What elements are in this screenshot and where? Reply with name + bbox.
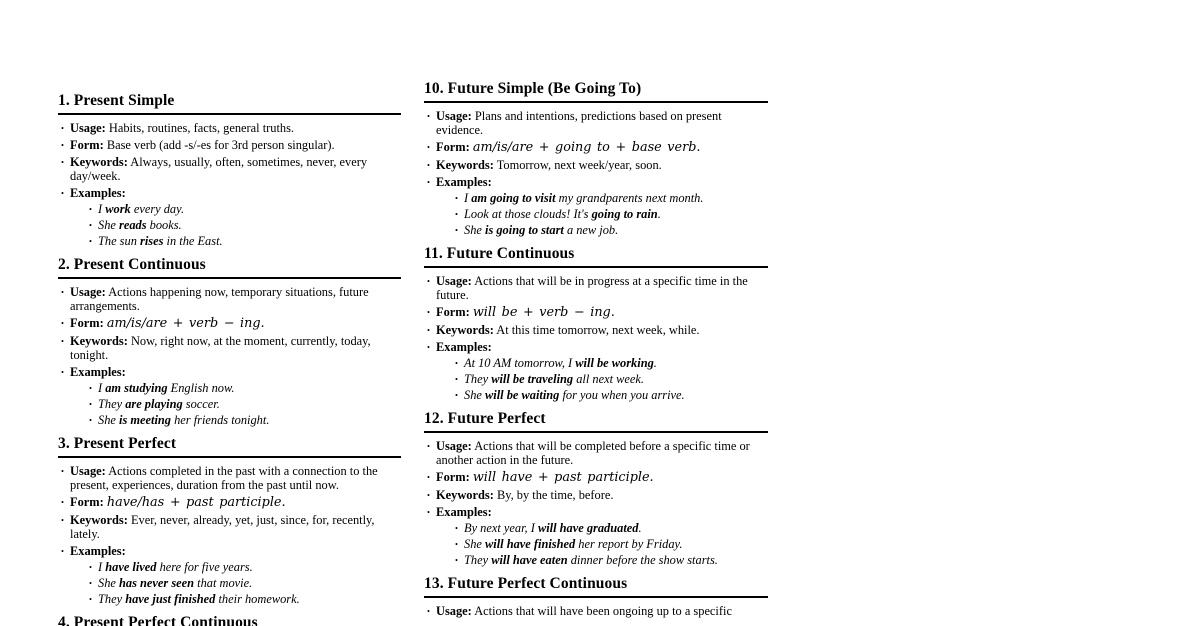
examples-list xyxy=(86,560,401,606)
example-segment: I xyxy=(98,560,106,574)
example-item xyxy=(86,592,401,606)
usage-text: Habits, routines, facts, general truths. xyxy=(108,121,295,135)
bullet-item xyxy=(424,340,768,402)
example-segment: . xyxy=(657,207,661,221)
form-text: Base verb (add -s/-es for 3rd person singular). xyxy=(106,138,335,152)
example-segment: will be waiting xyxy=(485,388,560,402)
keywords-text: Ever, never, already, yet, just, since, for, recently, lately. xyxy=(70,513,375,541)
example-item xyxy=(86,381,401,395)
usage-text: Actions completed in the past with a connection to the present, experiences, duration from the past until now. xyxy=(70,464,378,492)
bullet-item xyxy=(424,158,768,172)
bullet-item xyxy=(424,175,768,237)
usage-text: Actions that will be in progress at a specific time in the future. xyxy=(436,274,748,302)
tense-section xyxy=(424,410,768,567)
example-segment: my grandparents next month. xyxy=(555,191,704,205)
bullet-item xyxy=(58,544,401,606)
example-segment: her friends tonight. xyxy=(170,413,270,427)
section-list xyxy=(424,109,768,237)
example-item xyxy=(452,356,768,370)
example-segment: She xyxy=(98,413,119,427)
keywords-text: At this time tomorrow, next week, while. xyxy=(496,323,700,337)
keywords-text: Tomorrow, next week/year, soon. xyxy=(496,158,662,172)
section-title: 3. Present Perfect xyxy=(58,435,177,452)
example-segment: They xyxy=(464,372,492,386)
example-segment: I xyxy=(98,202,106,216)
example-item xyxy=(452,521,768,535)
item-label: Usage: xyxy=(436,109,472,123)
example-segment: . xyxy=(638,521,642,535)
usage-text: Actions that will be completed before a specific time or another action in the future. xyxy=(436,439,750,467)
section-list xyxy=(424,439,768,567)
example-segment: She xyxy=(464,537,485,551)
bullet-item xyxy=(58,285,401,313)
tense-section xyxy=(58,256,401,427)
example-item xyxy=(86,218,401,232)
item-label: Keywords: xyxy=(436,488,494,502)
example-segment: that movie. xyxy=(194,576,253,590)
example-segment: will have graduated xyxy=(537,521,639,535)
example-segment: all next week. xyxy=(573,372,644,386)
item-label: Usage: xyxy=(70,464,106,478)
example-segment: reads xyxy=(119,218,147,232)
example-item xyxy=(452,388,768,402)
item-label: Examples: xyxy=(436,340,492,354)
example-segment: am studying xyxy=(105,381,168,395)
item-label: Form: xyxy=(70,138,104,152)
example-segment: She xyxy=(98,218,119,232)
example-segment: work xyxy=(105,202,131,216)
example-segment: They xyxy=(98,592,126,606)
example-segment: are playing xyxy=(125,397,183,411)
example-segment: They xyxy=(464,553,492,567)
example-item xyxy=(452,537,768,551)
section-list xyxy=(58,121,401,248)
example-item xyxy=(452,372,768,386)
example-segment: By next year, I xyxy=(464,521,538,535)
item-label: Examples: xyxy=(70,365,126,379)
section-list xyxy=(424,274,768,402)
bullet-item xyxy=(58,334,401,362)
examples-list xyxy=(452,191,768,237)
example-segment: will be working xyxy=(575,356,654,370)
section-rule xyxy=(58,456,401,458)
section-title: 10. Future Simple (Be Going To) xyxy=(424,80,642,97)
section-list xyxy=(58,464,401,606)
examples-list xyxy=(86,381,401,427)
bullet-item xyxy=(58,513,401,541)
bullet-item xyxy=(424,604,768,618)
example-segment: here for five years. xyxy=(156,560,253,574)
example-item xyxy=(86,560,401,574)
example-item xyxy=(86,576,401,590)
example-item xyxy=(86,234,401,248)
item-label: Usage: xyxy=(70,121,106,135)
example-segment: They xyxy=(98,397,126,411)
example-segment: every day. xyxy=(130,202,185,216)
example-segment: rises xyxy=(140,234,164,248)
example-segment: She xyxy=(464,223,485,237)
bullet-item xyxy=(424,505,768,567)
item-label: Examples: xyxy=(436,175,492,189)
example-segment: I xyxy=(464,191,472,205)
item-label: Examples: xyxy=(70,186,126,200)
section-list xyxy=(424,604,768,618)
example-segment: their homework. xyxy=(215,592,300,606)
bullet-item xyxy=(58,138,401,152)
example-segment: At 10 AM tomorrow, I xyxy=(464,356,576,370)
item-label: Examples: xyxy=(70,544,126,558)
example-segment: has never seen xyxy=(119,576,195,590)
section-title: 12. Future Perfect xyxy=(424,410,546,427)
bullet-item xyxy=(424,470,768,485)
item-label: Examples: xyxy=(436,505,492,519)
item-label: Form: xyxy=(436,305,470,319)
example-segment: will be traveling xyxy=(491,372,574,386)
tense-section xyxy=(424,245,768,402)
form-text: have/has + past participle. xyxy=(106,495,286,510)
form-text: will be + verb − ing. xyxy=(472,305,615,320)
bullet-item xyxy=(58,495,401,510)
keywords-text: By, by the time, before. xyxy=(496,488,614,502)
example-item xyxy=(452,223,768,237)
example-segment: her report by Friday. xyxy=(575,537,683,551)
example-segment: going to rain xyxy=(591,207,658,221)
example-segment: The sun xyxy=(98,234,140,248)
example-segment: She xyxy=(98,576,119,590)
section-title: 13. Future Perfect Continuous xyxy=(424,575,628,592)
item-label: Keywords: xyxy=(436,158,494,172)
section-rule xyxy=(58,277,401,279)
section-list xyxy=(58,285,401,427)
section-rule xyxy=(58,113,401,115)
example-segment: is meeting xyxy=(119,413,171,427)
item-label: Usage: xyxy=(436,439,472,453)
item-label: Usage: xyxy=(436,604,472,618)
item-label: Form: xyxy=(70,316,104,330)
example-segment: a new job. xyxy=(563,223,619,237)
item-label: Usage: xyxy=(70,285,106,299)
tense-section xyxy=(58,435,401,606)
keywords-text: Always, usually, often, sometimes, never, every day/week. xyxy=(70,155,368,183)
bullet-item xyxy=(58,155,401,183)
bullet-item xyxy=(58,365,401,427)
form-text: am/is/are + verb − ing. xyxy=(106,316,265,331)
example-item xyxy=(86,413,401,427)
example-segment: English now. xyxy=(167,381,235,395)
bullet-item xyxy=(424,305,768,320)
example-item xyxy=(452,191,768,205)
column-right xyxy=(424,80,768,618)
example-segment: books. xyxy=(146,218,182,232)
item-label: Form: xyxy=(436,140,470,154)
example-segment: am going to visit xyxy=(471,191,556,205)
example-segment: will have eaten xyxy=(491,553,568,567)
example-segment: have just finished xyxy=(125,592,216,606)
example-segment: for you when you arrive. xyxy=(559,388,685,402)
examples-list xyxy=(452,356,768,402)
bullet-item xyxy=(424,323,768,337)
form-text: am/is/are + going to + base verb. xyxy=(472,140,701,155)
bullet-item xyxy=(58,464,401,492)
section-title: 1. Present Simple xyxy=(58,92,175,109)
tense-section xyxy=(424,80,768,237)
examples-list xyxy=(86,202,401,248)
section-rule xyxy=(424,596,768,598)
bullet-item xyxy=(424,274,768,302)
example-item xyxy=(86,202,401,216)
example-segment: Look at those clouds! It's xyxy=(464,207,592,221)
section-title: 11. Future Continuous xyxy=(424,245,575,262)
example-item xyxy=(86,397,401,411)
item-label: Keywords: xyxy=(70,155,128,169)
bullet-item xyxy=(424,109,768,137)
example-segment: soccer. xyxy=(182,397,220,411)
item-label: Keywords: xyxy=(70,513,128,527)
example-segment: She xyxy=(464,388,485,402)
keywords-text: Now, right now, at the moment, currently, today, tonight. xyxy=(70,334,371,362)
example-segment: will have finished xyxy=(485,537,576,551)
section-title: 4. Present Perfect Continuous xyxy=(58,614,258,626)
section-rule xyxy=(424,431,768,433)
section-title: 2. Present Continuous xyxy=(58,256,206,273)
column-left xyxy=(58,92,401,626)
bullet-item xyxy=(424,439,768,467)
bullet-item xyxy=(58,316,401,331)
example-item xyxy=(452,553,768,567)
bullet-item xyxy=(58,186,401,248)
example-item xyxy=(452,207,768,221)
item-label: Usage: xyxy=(436,274,472,288)
section-rule xyxy=(424,266,768,268)
item-label: Form: xyxy=(436,470,470,484)
example-segment: in the East. xyxy=(163,234,223,248)
tense-section xyxy=(58,614,401,626)
form-text: will have + past participle. xyxy=(472,470,654,485)
usage-text: Plans and intentions, predictions based on present evidence. xyxy=(436,109,722,137)
item-label: Keywords: xyxy=(436,323,494,337)
item-label: Form: xyxy=(70,495,104,509)
usage-text: Actions that will have been ongoing up to a specific xyxy=(474,604,732,618)
tense-section xyxy=(58,92,401,248)
example-segment: have lived xyxy=(105,560,157,574)
bullet-item xyxy=(424,488,768,502)
item-label: Keywords: xyxy=(70,334,128,348)
examples-list xyxy=(452,521,768,567)
example-segment: is going to start xyxy=(485,223,564,237)
bullet-item xyxy=(58,121,401,135)
example-segment: . xyxy=(653,356,657,370)
bullet-item xyxy=(424,140,768,155)
example-segment: dinner before the show starts. xyxy=(567,553,718,567)
tense-section xyxy=(424,575,768,618)
example-segment: I xyxy=(98,381,106,395)
section-rule xyxy=(424,101,768,103)
usage-text: Actions happening now, temporary situations, future arrangements. xyxy=(70,285,369,313)
